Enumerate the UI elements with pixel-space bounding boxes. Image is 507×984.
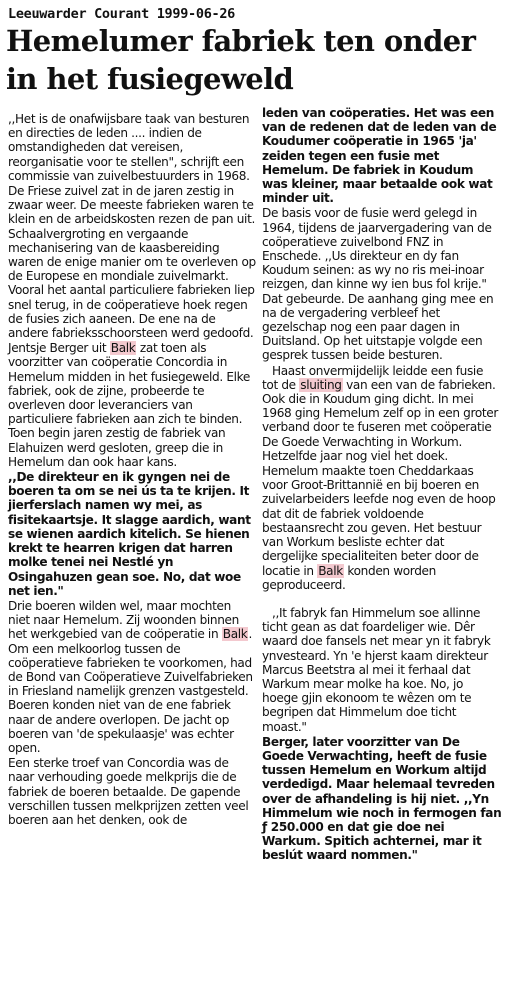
article-column-left bbox=[8, 112, 256, 827]
highlighted-word: sluiting bbox=[300, 377, 342, 392]
paragraph-quote: ,,It fabryk fan Himmelum soe allinne ticht gean as dat foardeliger wie. Dêr waard doe fansels net mear yn it fabryk ynvesteard. Yn 'e hjerst kaam direkteur Marcus Beetstra al mei it ferhaal dat Warkum mear molke ha koe. No, jo hoege gjin ekonoom te wêzen om te begripen dat Himmelum doe ticht moast." bbox=[262, 605, 491, 734]
article-column-right bbox=[262, 106, 502, 863]
paragraph: Jentsje Berger uit Balk zat toen als voorzitter van coöperatie Concordia in Hemelum midden in het fusiegeweld. Elke fabriek, ook de zijne, probeerde te overleven door leveranciers van particuliere fabrieken aan zich te binden. Toen begin jaren zestig de fabriek van Elahuizen werd gesloten, greep die in Hemelum dan ook haar kans. bbox=[8, 341, 250, 469]
highlighted-word: Balk bbox=[222, 627, 248, 642]
paragraph: De Friese zuivel zat in de jaren zestig in zwaar weer. De meeste fabrieken waren te klein en de arbeidskosten rezen de pan uit. Schaalvergroting en vergaande mechanisering van de kaasbereiding waren de enige manier om te overleven op de Europese en mondiale zuivelmarkt. Vooral het aantal particuliere fabrieken liep snel terug, in de coöperatieve hoek regen de fusies zich aaneen. De ene na de andere fabrieksschoorsteen werd gedoofd. bbox=[8, 184, 256, 341]
paragraph: Haast onvermijdelijk leidde een fusie tot de sluiting van een van de fabrieken. Ook die in Koudum ging dicht. In mei 1968 ging Hemelum zelf op in een groter verband door te fuseren met coöperatie De Goede Verwachting in Workum. Hetzelfde jaar nog viel het doek. bbox=[262, 363, 498, 463]
highlighted-word: Balk bbox=[318, 563, 343, 578]
highlighted-word: Balk bbox=[110, 341, 136, 356]
newspaper-source: Leeuwarder Courant 1999-06-26 bbox=[8, 6, 236, 22]
paragraph-quote: ,,De direkteur en ik gyngen nei de boeren ta om se nei ús ta te krijen. It jierferslach namen wy mei, as fisitekaartsje. It slagge aardich, want se wienen aardich kitelich. Se hienen krekt te hearren krigen dat harren molke tenei nei Nestlé yn Osingahuzen gean soe. No, dat woe net ien." bbox=[8, 470, 251, 598]
paragraph: Hemelum maakte toen Cheddarkaas voor Groot-Brittannië en bij boeren en zuivelarbeiders leefde nog even de hoop dat dit de fabriek voldoende bestaansrecht zou geven. Het bestuur van Workum besliste echter dat dergelijke specialiteiten beter door de locatie in Balk konden worden geproduceerd. bbox=[262, 464, 496, 592]
paragraph: Een sterke troef van Concordia was de naar verhouding goede melkprijs die de fabriek de boeren betaalde. De gapende verschillen tussen melkprijzen zetten veel boeren aan het denken, ook de bbox=[8, 756, 249, 827]
paragraph: leden van coöperaties. Het was een van de redenen dat de leden van de Koudumer coöperatie in 1965 'ja' zeiden tegen een fusie met Hemelum. De fabriek in Koudum was kleiner, maar betaalde ook wat minder uit. bbox=[262, 106, 497, 206]
paragraph: De basis voor de fusie werd gelegd in 1964, tijdens de jaarvergadering van de coöperatieve zuivelbond FNZ in Enschede. ,,Us direkteur en dy fan Koudum seinen: as wy no ris mei-inoar reizgen, dan kinne wy ien bus fol krije." Dat gebeurde. De aanhang ging mee en na de vergadering verbleef het gezelschap nog een paar dagen in Duitsland. Op het uitstapje volgde een gesprek tussen beide besturen. bbox=[262, 206, 494, 363]
paragraph: Drie boeren wilden wel, maar mochten niet naar Hemelum. Zij woonden binnen het werkgebied van de coöperatie in Balk. Om een melkoorlog tussen de coöperatieve fabrieken te voorkomen, had de Bond van Coöperatieve Zuivelfabrieken in Friesland namelijk grenzen vastgesteld. Boeren konden niet van de ene fabriek naar de andere overlopen. De jacht op boeren van 'de spekulaasje' was echter open. bbox=[8, 598, 253, 755]
paragraph: Berger, later voorzitter van De Goede Verwachting, heeft de fusie tussen Hemelum en Workum altijd verdedigd. Maar helemaal tevreden over de afhandeling is hij niet. ,,Yn Himmelum wie noch in fermogen fan ƒ 250.000 en dat gie doe nei Warkum. Spitich achternei, mar it beslút waard nommen." bbox=[262, 734, 502, 863]
article-headline: Hemelumer fabriek ten onder in het fusiegeweld bbox=[6, 24, 476, 96]
paragraph: ,,Het is de onafwijsbare taak van besturen en directies de leden .... indien de omstandigheden dat vereisen, reorganisatie voor te stellen", schrijft een commissie van zuivelbestuurders in 1968. bbox=[8, 112, 250, 183]
